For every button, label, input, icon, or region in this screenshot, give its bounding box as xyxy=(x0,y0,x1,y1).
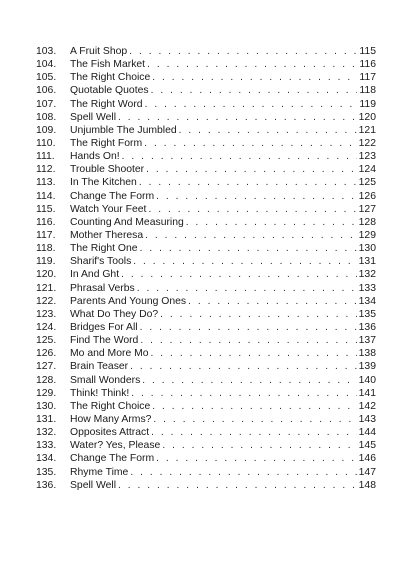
toc-entry-number: 114. xyxy=(36,190,56,202)
toc-entry-number: 124. xyxy=(36,321,57,333)
toc-entry-number: 106. xyxy=(36,85,57,97)
toc-dot-leader xyxy=(130,360,357,373)
toc-entry xyxy=(36,58,376,71)
toc-entry-page-number: 122 xyxy=(358,137,376,149)
toc-entry-page-number: 124 xyxy=(358,164,376,176)
toc-entry-page-number: 115 xyxy=(359,46,376,57)
toc-entry xyxy=(36,466,376,479)
toc-entry-title: Find The Word xyxy=(70,335,139,347)
toc-entry-page-number: 136 xyxy=(358,321,376,333)
toc-entry-number: 119. xyxy=(36,256,56,268)
toc-entry-number: 116. xyxy=(36,216,56,228)
toc-entry-page-number: 119 xyxy=(359,98,376,110)
toc-entry xyxy=(36,98,376,111)
toc-entry-number: 108. xyxy=(36,111,57,123)
toc-entry xyxy=(36,426,376,439)
toc-entry-page-number: 147 xyxy=(358,466,376,478)
toc-entry-title: Small Wonders xyxy=(70,374,141,386)
toc-entry-title: Change The Form xyxy=(70,190,155,202)
toc-entry-number: 131. xyxy=(36,413,57,425)
toc-entry xyxy=(36,334,376,347)
toc-entry-title: Counting And Measuring xyxy=(70,216,184,228)
toc-entry-title: Think! Think! xyxy=(70,387,130,399)
toc-dot-leader xyxy=(162,439,356,452)
toc-dot-leader xyxy=(145,229,357,242)
toc-dot-leader xyxy=(144,137,356,150)
toc-entry-page-number: 140 xyxy=(358,374,376,386)
toc-entry-number: 136. xyxy=(36,479,57,491)
toc-entry-page-number: 131 xyxy=(358,256,376,268)
toc-entry-page-number: 118 xyxy=(359,85,376,97)
toc-entry-page-number: 116 xyxy=(359,59,376,71)
toc-entry xyxy=(36,84,376,97)
toc-entry-title: Spell Well xyxy=(70,479,117,491)
toc-entry-title: What Do They Do? xyxy=(70,308,159,320)
toc-entry-page-number: 137 xyxy=(358,335,376,347)
toc-entry-number: 123. xyxy=(36,308,57,320)
toc-entry-number: 113. xyxy=(36,177,56,189)
toc-entry-title: Bridges For All xyxy=(70,321,138,333)
toc-entry-page-number: 128 xyxy=(358,216,376,228)
toc-entry-page-number: 132 xyxy=(358,269,376,281)
toc-entry xyxy=(36,137,376,150)
toc-entry-title: The Right Choice xyxy=(70,72,151,84)
toc-entry-number: 117. xyxy=(36,229,56,241)
toc-entry-number: 134. xyxy=(36,453,57,465)
toc-entry-number: 107. xyxy=(36,98,57,110)
toc-entry-title: Sharif's Tools xyxy=(70,256,132,268)
toc-entry-title: The Fish Market xyxy=(70,59,146,71)
toc-entry-number: 105. xyxy=(36,72,57,84)
toc-entry-number: 125. xyxy=(36,335,57,347)
toc-entry-page-number: 125 xyxy=(358,177,376,189)
toc-entry-title: Opposites Attract xyxy=(70,427,150,439)
toc-entry-title: Mother Theresa xyxy=(70,229,144,241)
toc-entry xyxy=(36,374,376,387)
toc-entry-title: In And Ght xyxy=(70,269,120,281)
toc-entry-number: 121. xyxy=(36,282,57,294)
toc-entry-number: 115. xyxy=(36,203,56,215)
toc-entry xyxy=(36,176,376,189)
toc-entry xyxy=(36,268,376,281)
toc-entry xyxy=(36,71,376,84)
toc-entry-page-number: 139 xyxy=(358,361,376,373)
toc-entry xyxy=(36,255,376,268)
toc-entry-page-number: 130 xyxy=(358,243,376,255)
toc-dot-leader xyxy=(118,479,357,492)
toc-entry-page-number: 120 xyxy=(358,111,376,123)
toc-entry xyxy=(36,360,376,373)
toc-dot-leader xyxy=(140,321,357,334)
toc-entry xyxy=(36,229,376,242)
toc-dot-leader xyxy=(179,124,357,137)
toc-entry-number: 132. xyxy=(36,427,57,439)
toc-entry xyxy=(36,439,376,452)
toc-entry-page-number: 142 xyxy=(358,400,376,412)
toc-entry-number: 120. xyxy=(36,269,57,281)
toc-entry-title: In The Kitchen xyxy=(70,177,137,189)
toc-dot-leader xyxy=(160,308,356,321)
toc-dot-leader xyxy=(140,334,356,347)
toc-entry-page-number: 127 xyxy=(358,203,376,215)
toc-entry-page-number: 144 xyxy=(358,427,376,439)
toc-entry-title: Mo and More Mo xyxy=(70,348,149,360)
toc-dot-leader xyxy=(118,111,357,124)
toc-dot-leader xyxy=(186,216,357,229)
toc-entry xyxy=(36,111,376,124)
toc-entry-title: The Right Choice xyxy=(70,400,151,412)
toc-entry xyxy=(36,413,376,426)
toc-entry-title: Water? Yes, Please xyxy=(70,440,161,452)
toc-entry-title: Quotable Quotes xyxy=(70,85,149,97)
toc-dot-leader xyxy=(139,176,357,189)
toc-entry-page-number: 141 xyxy=(358,387,376,399)
toc-entry-page-number: 134 xyxy=(358,295,376,307)
toc-entry xyxy=(36,387,376,400)
toc-entry-title: Change The Form xyxy=(70,453,155,465)
toc-entry-page-number: 143 xyxy=(358,413,376,425)
toc-entry xyxy=(36,295,376,308)
toc-entry-number: 104. xyxy=(36,59,57,71)
toc-entry xyxy=(36,282,376,295)
toc-dot-leader xyxy=(151,426,357,439)
toc-entry-page-number: 145 xyxy=(358,440,376,452)
toc-dot-leader xyxy=(153,413,356,426)
toc-entry xyxy=(36,163,376,176)
toc-entry-page-number: 117 xyxy=(359,72,376,84)
toc-entry-page-number: 148 xyxy=(358,479,376,491)
toc-entry-number: 135. xyxy=(36,466,57,478)
toc-entry-number: 111. xyxy=(36,151,55,163)
toc-dot-leader xyxy=(152,71,357,84)
toc-dot-leader xyxy=(148,203,356,216)
toc-dot-leader xyxy=(151,347,357,360)
table-of-contents xyxy=(36,45,376,492)
toc-entry xyxy=(36,150,376,163)
toc-entry xyxy=(36,203,376,216)
toc-dot-leader xyxy=(129,45,357,58)
toc-entry-number: 122. xyxy=(36,295,57,307)
toc-entry-title: Parents And Young Ones xyxy=(70,295,187,307)
toc-entry-title: Unjumble The Jumbled xyxy=(70,124,177,136)
toc-dot-leader xyxy=(122,150,357,163)
toc-entry-title: A Fruit Shop xyxy=(70,46,128,57)
toc-entry xyxy=(36,321,376,334)
toc-entry-number: 109. xyxy=(36,124,57,136)
toc-entry xyxy=(36,400,376,413)
toc-entry-title: Rhyme Time xyxy=(70,466,129,478)
toc-entry-page-number: 123 xyxy=(358,151,376,163)
toc-dot-leader xyxy=(121,268,357,281)
toc-entry xyxy=(36,452,376,465)
toc-entry-page-number: 126 xyxy=(358,190,376,202)
toc-dot-leader xyxy=(137,282,357,295)
toc-entry xyxy=(36,308,376,321)
toc-entry-title: How Many Arms? xyxy=(70,413,152,425)
toc-entry-title: Brain Teaser xyxy=(70,361,129,373)
toc-entry-page-number: 121 xyxy=(358,124,376,136)
toc-entry-number: 129. xyxy=(36,387,57,399)
toc-dot-leader xyxy=(152,400,356,413)
toc-entry xyxy=(36,347,376,360)
toc-dot-leader xyxy=(188,295,357,308)
toc-dot-leader xyxy=(142,374,356,387)
toc-entry-number: 133. xyxy=(36,440,57,452)
toc-entry-page-number: 146 xyxy=(358,453,376,465)
toc-entry-number: 110. xyxy=(36,137,56,149)
toc-entry-title: The Right Word xyxy=(70,98,143,110)
toc-dot-leader xyxy=(133,255,356,268)
toc-entry xyxy=(36,45,376,58)
toc-entry xyxy=(36,216,376,229)
toc-entry xyxy=(36,124,376,137)
toc-entry-title: Watch Your Feet xyxy=(70,203,147,215)
toc-entry-number: 112. xyxy=(36,164,56,176)
toc-entry-number: 118. xyxy=(36,243,56,255)
toc-dot-leader xyxy=(156,190,357,203)
toc-dot-leader xyxy=(147,58,357,71)
toc-entry-page-number: 129 xyxy=(358,229,376,241)
toc-entry-page-number: 133 xyxy=(358,282,376,294)
toc-dot-leader xyxy=(151,84,358,97)
toc-entry-title: Trouble Shooter xyxy=(70,164,145,176)
toc-dot-leader xyxy=(156,452,357,465)
toc-entry xyxy=(36,242,376,255)
toc-entry-number: 127. xyxy=(36,361,57,373)
toc-entry xyxy=(36,479,376,492)
toc-entry-page-number: 138 xyxy=(358,348,376,360)
toc-entry-title: The Right Form xyxy=(70,137,143,149)
toc-entry-title: Hands On! xyxy=(70,151,120,163)
toc-entry-number: 126. xyxy=(36,348,57,360)
toc-dot-leader xyxy=(140,242,357,255)
toc-entry-page-number: 135 xyxy=(358,308,376,320)
toc-entry-title: The Right One xyxy=(70,243,138,255)
toc-entry-title: Phrasal Verbs xyxy=(70,282,135,294)
toc-entry-number: 128. xyxy=(36,374,57,386)
toc-entry-title: Spell Well xyxy=(70,111,117,123)
toc-entry-number: 103. xyxy=(36,46,57,57)
toc-dot-leader xyxy=(145,98,358,111)
toc-dot-leader xyxy=(146,163,357,176)
toc-entry xyxy=(36,190,376,203)
toc-dot-leader xyxy=(130,466,356,479)
toc-entry-number: 130. xyxy=(36,400,57,412)
toc-dot-leader xyxy=(131,387,356,400)
